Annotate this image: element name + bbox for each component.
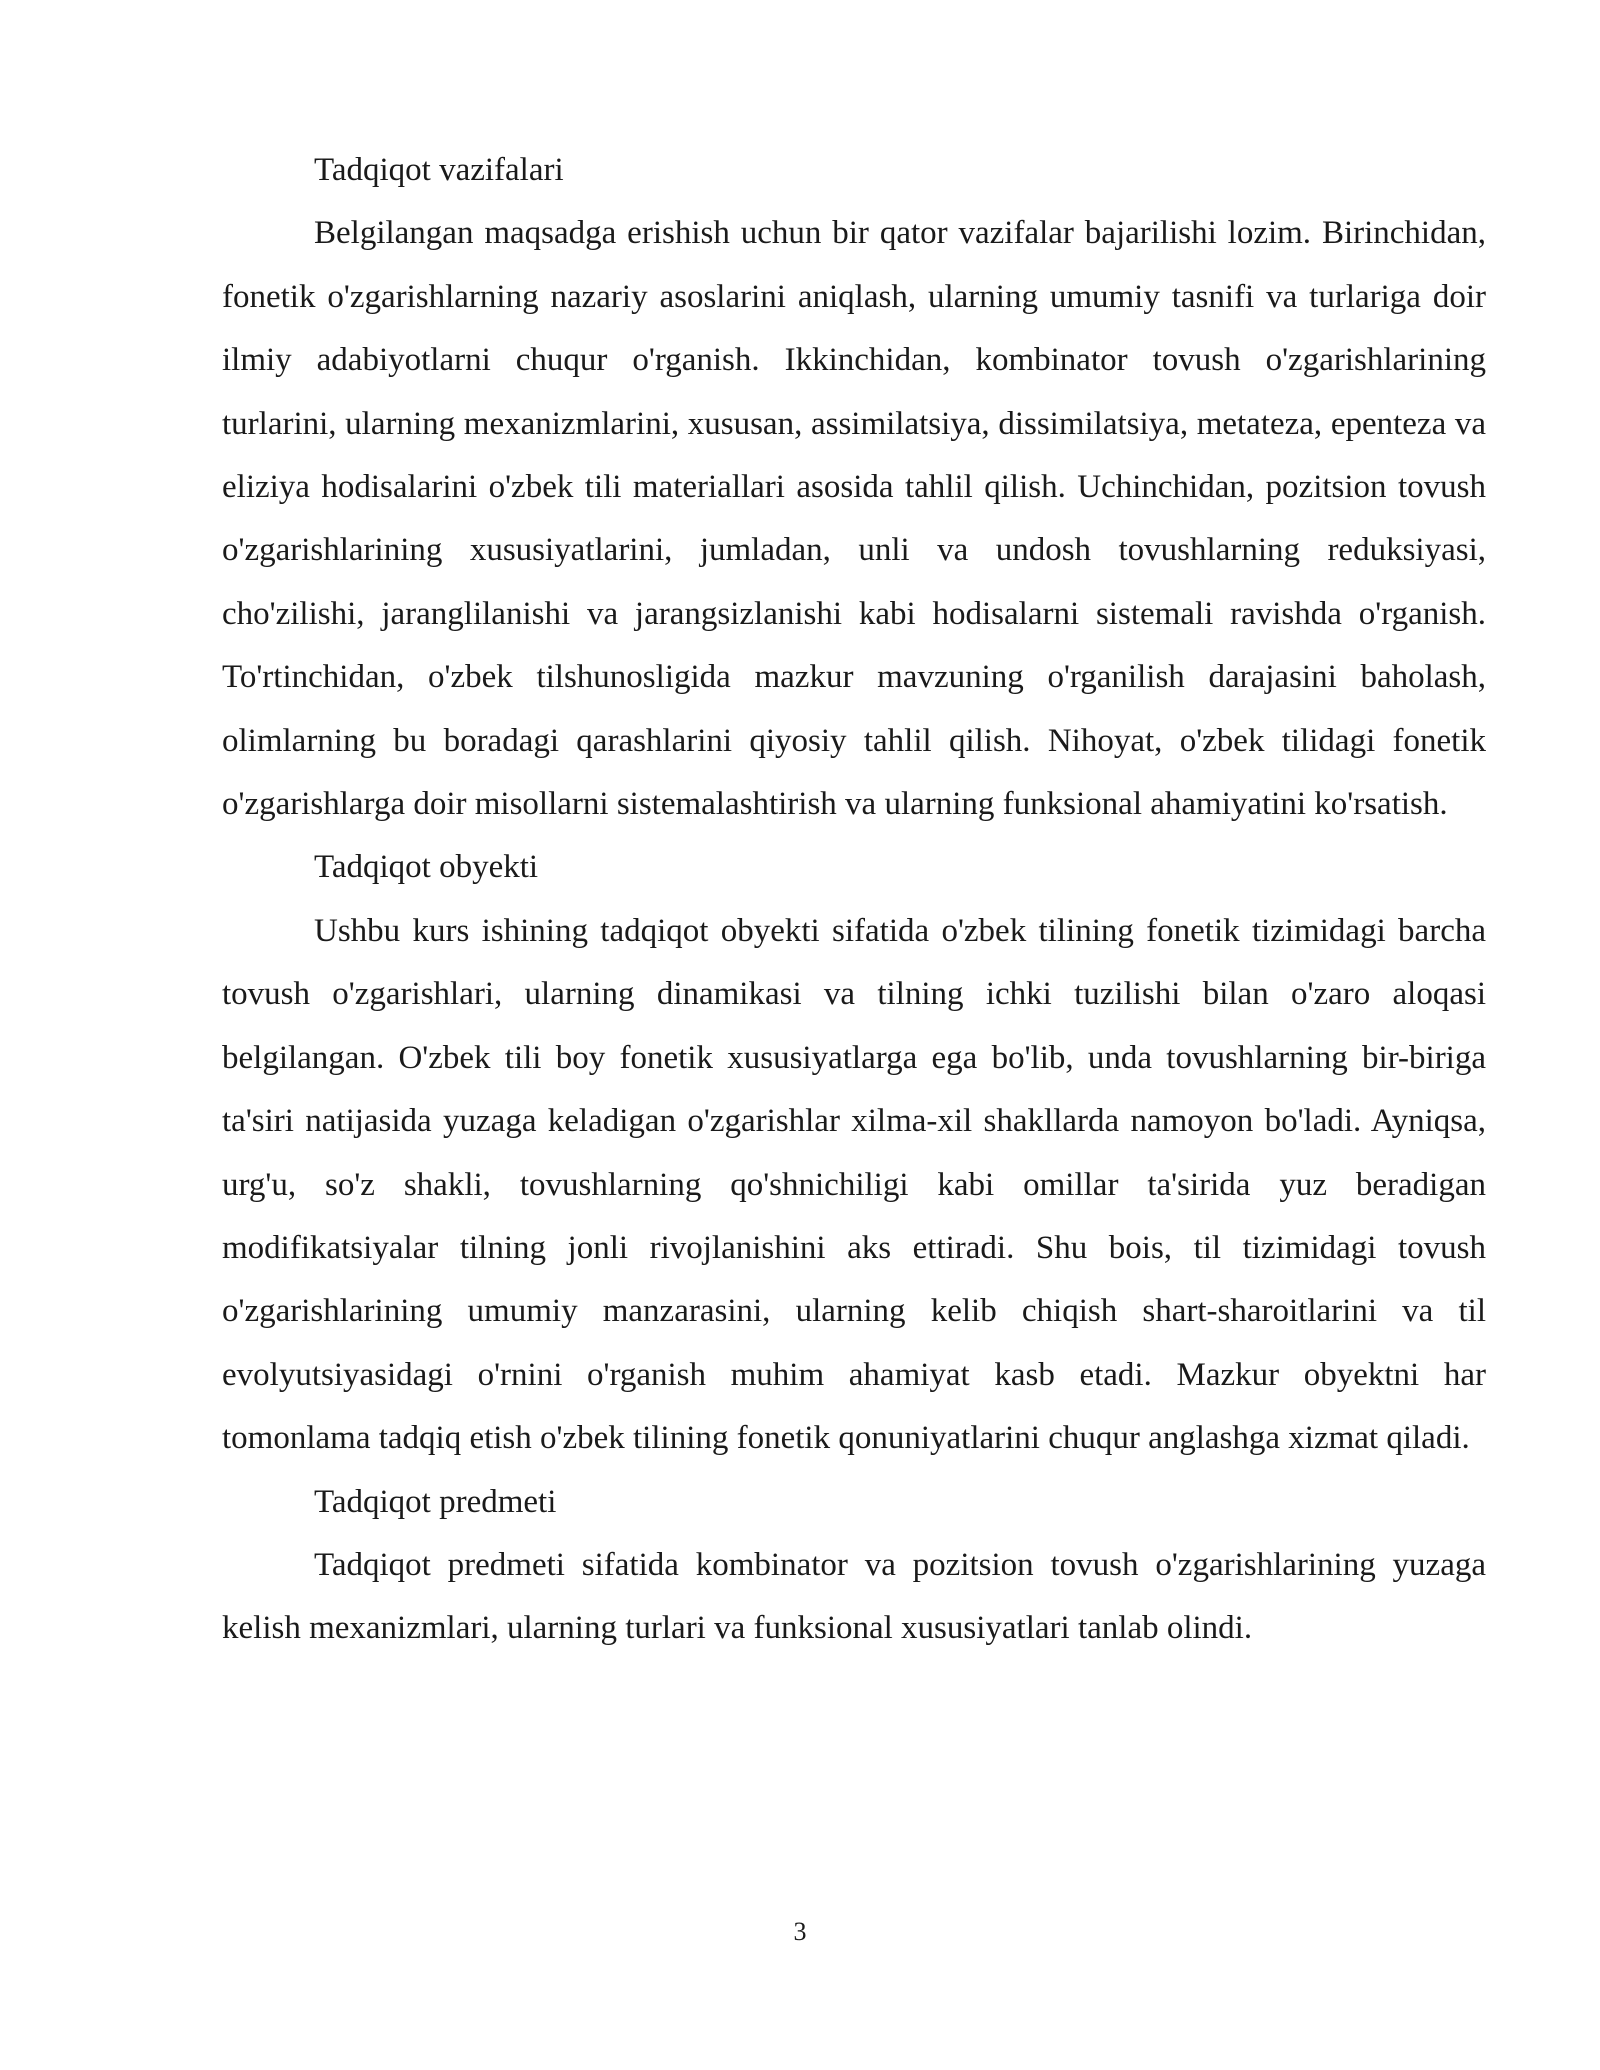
paragraph-predmeti: Tadqiqot predmeti sifatida kombinator va pozitsion tovush o'zgarishlarining yuzaga kelish mexanizmlari, ularning turlari va funksional xususiyatlari tanlab olindi.: [222, 1546, 1486, 1647]
document-page: [222, 139, 1486, 1661]
paragraph-obyekti: Ushbu kurs ishining tadqiqot obyekti sifatida o'zbek tilining fonetik tizimidagi barcha tovush o'zgarishlari, ularning dinamikasi va tilning ichki tuzilishi bilan o'zaro aloqasi belgilangan. O'zbek tili boy fonetik xususiyatlarga ega bo'lib, unda tovushlarning bir-biriga ta'siri natijasida yuzaga keladigan o'zgarishlar xilma-xil shakllarda namoyon bo'ladi. Ayniqsa, urg'u, so'z shakli, tovushlarning qo'shnichiligi kabi omillar ta'sirida yuz beradigan modifikatsiyalar tilning jonli rivojlanishini aks ettiradi. Shu bois, til tizimidagi tovush o'zgarishlarining umumiy manzarasini, ularning kelib chiqish shart-sharoitlarini va til evolyutsiyasidagi o'rnini o'rganish muhim ahamiyat kasb etadi. Mazkur obyektni har tomonlama tadqiq etish o'zbek tilining fonetik qonuniyatlarini chuqur anglashga xizmat qiladi.: [222, 912, 1486, 1457]
section-heading-obyekti: Tadqiqot obyekti: [314, 849, 539, 886]
paragraph-vazifalari: Belgilangan maqsadga erishish uchun bir qator vazifalar bajarilishi lozim. Birinchidan, fonetik o'zgarishlarning nazariy asoslarini aniqlash, ularning umumiy tasnifi va turlariga doir ilmiy adabiyotlarni chuqur o'rganish. Ikkinchidan, kombinator tovush o'zgarishlarining turlarini, ularning mexanizmlarini, xususan, assimilatsiya, dissimilatsiya, metateza, epenteza va eliziya hodisalarini o'zbek tili materiallari asosida tahlil qilish. Uchinchidan, pozitsion tovush o'zgarishlarining xususiyatlarini, jumladan, unli va undosh tovushlarning reduksiyasi, cho'zilishi, jaranglilanishi va jarangsizlanishi kabi hodisalarni sistemali ravishda o'rganish. To'rtinchidan, o'zbek tilshunosligida mazkur mavzuning o'rganilish darajasini baholash, olimlarning bu boradagi qarashlarini qiyosiy tahlil qilish. Nihoyat, o'zbek tilidagi fonetik o'zgarishlarga doir misollarni sistemalashtirish va ularning funksional ahamiyatini ko'rsatish.: [222, 215, 1486, 823]
section-heading-vazifalari: Tadqiqot vazifalari: [314, 152, 564, 188]
page-number: 3: [793, 1917, 807, 1946]
section-heading-predmeti: Tadqiqot predmeti: [314, 1483, 557, 1520]
